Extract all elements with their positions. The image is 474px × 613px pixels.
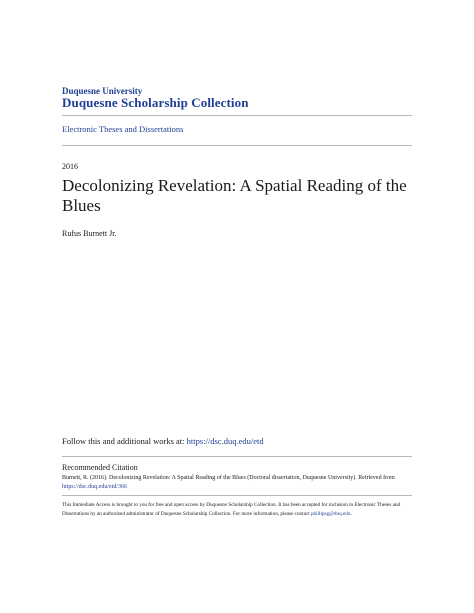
document-title: Decolonizing Revelation: A Spatial Reading of the Blues <box>62 176 407 215</box>
notice-suffix: . <box>350 511 352 517</box>
follow-link[interactable]: https://dsc.duq.edu/etd <box>186 436 264 446</box>
citation-heading: Recommended Citation <box>62 463 138 472</box>
notice-body: This Immediate Access is brought to you for free and open access by Duquesne Scholarship Collection. It has been accepted for inclusion in Electronic Theses and Dissertations by an authorized administrator of Duquesne Scholarship Collection. For more information, please contact <box>62 502 401 517</box>
university-name: Duquesne University <box>62 86 143 96</box>
series-link[interactable]: Electronic Theses and Dissertations <box>62 124 184 134</box>
contact-email-link[interactable]: phillipsg@duq.edu <box>310 511 351 517</box>
access-notice <box>62 501 414 519</box>
follow-line <box>62 436 264 447</box>
collection-name[interactable]: Duquesne Scholarship Collection <box>62 95 249 110</box>
divider <box>62 145 412 146</box>
author-name: Rufus Burnett Jr. <box>62 229 117 238</box>
publication-year: 2016 <box>62 162 78 171</box>
follow-prefix: Follow this and additional works at: <box>62 436 187 446</box>
divider <box>62 115 412 116</box>
citation-link[interactable]: https://dsc.duq.edu/etd/366 <box>62 484 127 490</box>
citation-body: Burnett, R. (2016). Decolonizing Revelation: A Spatial Reading of the Blues (Doctoral dissertation, Duquesne University). Retrieved from <box>62 475 395 481</box>
divider <box>62 495 412 496</box>
citation-text <box>62 474 414 492</box>
divider <box>62 456 412 457</box>
